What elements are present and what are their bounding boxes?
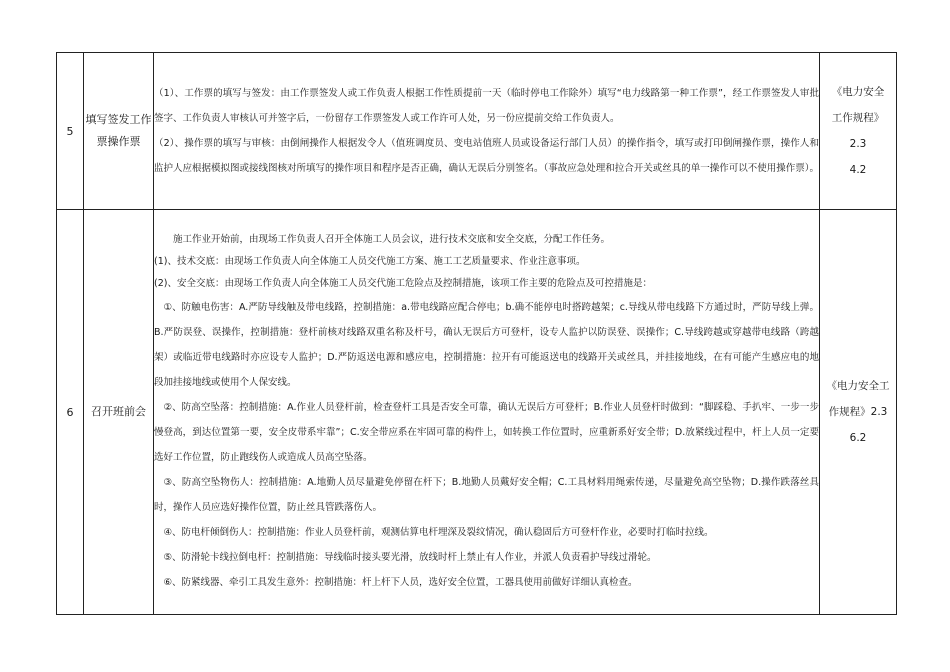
row-number: 5 — [57, 53, 84, 210]
content-paragraph: 施工作业开始前，由现场工作负责人召开全体施工人员会议，进行技术交底和安全交底，分配工作任务。 — [173, 234, 611, 245]
reference-line: 工作规程》 — [831, 112, 885, 124]
content-paragraph: (1)、技术交底：由现场工作负责人向全体施工人员交代施工方案、施工工艺质量要求、作业注意事项。 — [154, 256, 586, 267]
content-paragraph: ①、防触电伤害：A.严防导线触及带电线路，控制措施：a.带电线路应配合停电；b.确不能停电时搭跨越架；c.导线从带电线路下方通过时，严防导线上弹。B.严防误登、误操作，控制措施：登杆前核对线路双重名称及杆号，确认无误后方可登杆，设专人监护以防误登、误操作；C.导线跨越或穿越带电线路（跨越架）或临近带电线路时亦应设专人监护；D.严防返送电源和感应电，控制措施：拉开有可能返送电的线路开关或丝具，并挂接地线，在有可能产生感应电的地段加挂接地线或使用个人保安线。 — [154, 302, 819, 388]
content-paragraph: ④、防电杆倾倒伤人：控制措施：作业人员登杆前，观测估算电杆埋深及裂纹情况，确认稳固后方可登杆作业，必要时打临时拉线。 — [163, 527, 714, 538]
regulation-reference — [820, 53, 897, 210]
work-item-title: 召开班前会 — [84, 210, 154, 615]
content-paragraph: （1）、工作票的填写与签发：由工作票签发人或工作负责人根据工作性质提前一天（临时停电工作除外）填写“电力线路第一种工作票”，经工作票签发人审批签字、工作负责人审核认可并签字后，一份留存工作票签发人或工作许可人处，另一份应提前交给工作负责人。 — [154, 88, 819, 124]
work-item-content — [154, 53, 820, 210]
content-paragraph: (2)、安全交底：由现场工作负责人向全体施工人员交代施工危险点及控制措施，该项工作主要的危险点及可控措施是： — [154, 278, 652, 289]
reference-line: 《电力安全 — [831, 86, 885, 98]
reference-line: 4.2 — [849, 164, 867, 176]
content-paragraph: ③、防高空坠物伤人：控制措施：A.地勤人员尽量避免停留在杆下；B.地勤人员戴好安全帽；C.工具材料用绳索传递，尽量避免高空坠物；D.操作跌落丝具时，操作人员应选好操作位置，防止丝具管跌落伤人。 — [154, 477, 819, 513]
work-item-title: 填写签发工作票操作票 — [84, 53, 154, 210]
table-row — [57, 53, 897, 210]
content-paragraph: ⑥、防紧线器、牵引工具发生意外：控制措施：杆上杆下人员，选好安全位置，工器具使用前做好详细认真检查。 — [163, 577, 638, 588]
work-procedure-table — [56, 52, 897, 615]
reference-line: 6.2 — [849, 432, 867, 444]
content-paragraph: ②、防高空坠落：控制措施：A.作业人员登杆前，检查登杆工具是否安全可靠，确认无误后方可登杆；B.作业人员登杆时做到：“脚踩稳、手扒牢、一步一步慢登高，到达位置第一要，安全皮带系牢靠”；C.安全带应系在牢固可靠的构件上，如转换工作位置时，应重新系好安全带；D.放紧线过程中，杆上人员一定要选好工作位置，防止跑线伤人或造成人员高空坠落。 — [154, 402, 819, 463]
table-row — [57, 210, 897, 615]
row-number: 6 — [57, 210, 84, 615]
content-paragraph: ⑤、防滑轮卡线拉倒电杆：控制措施：导线临时接头要光滑，放线时杆上禁止有人作业，并派人负责看护导线过滑轮。 — [163, 552, 657, 563]
reference-line: 2.3 — [849, 138, 867, 150]
regulation-reference — [820, 210, 897, 615]
reference-line: 《电力安全工 — [826, 380, 890, 392]
work-item-content — [154, 210, 820, 615]
content-paragraph: （2）、操作票的填写与审核：由倒闸操作人根据发令人（值班调度员、变电站值班人员或设备运行部门人员）的操作指令，填写或打印倒闸操作票，操作人和监护人应根据模拟图或接线图核对所填写的操作项目和程序是否正确，确认无误后分别签名。（事故应急处理和拉合开关或丝具的单一操作可以不使用操作票）。 — [154, 138, 820, 174]
reference-line: 作规程》2.3 — [828, 406, 888, 418]
